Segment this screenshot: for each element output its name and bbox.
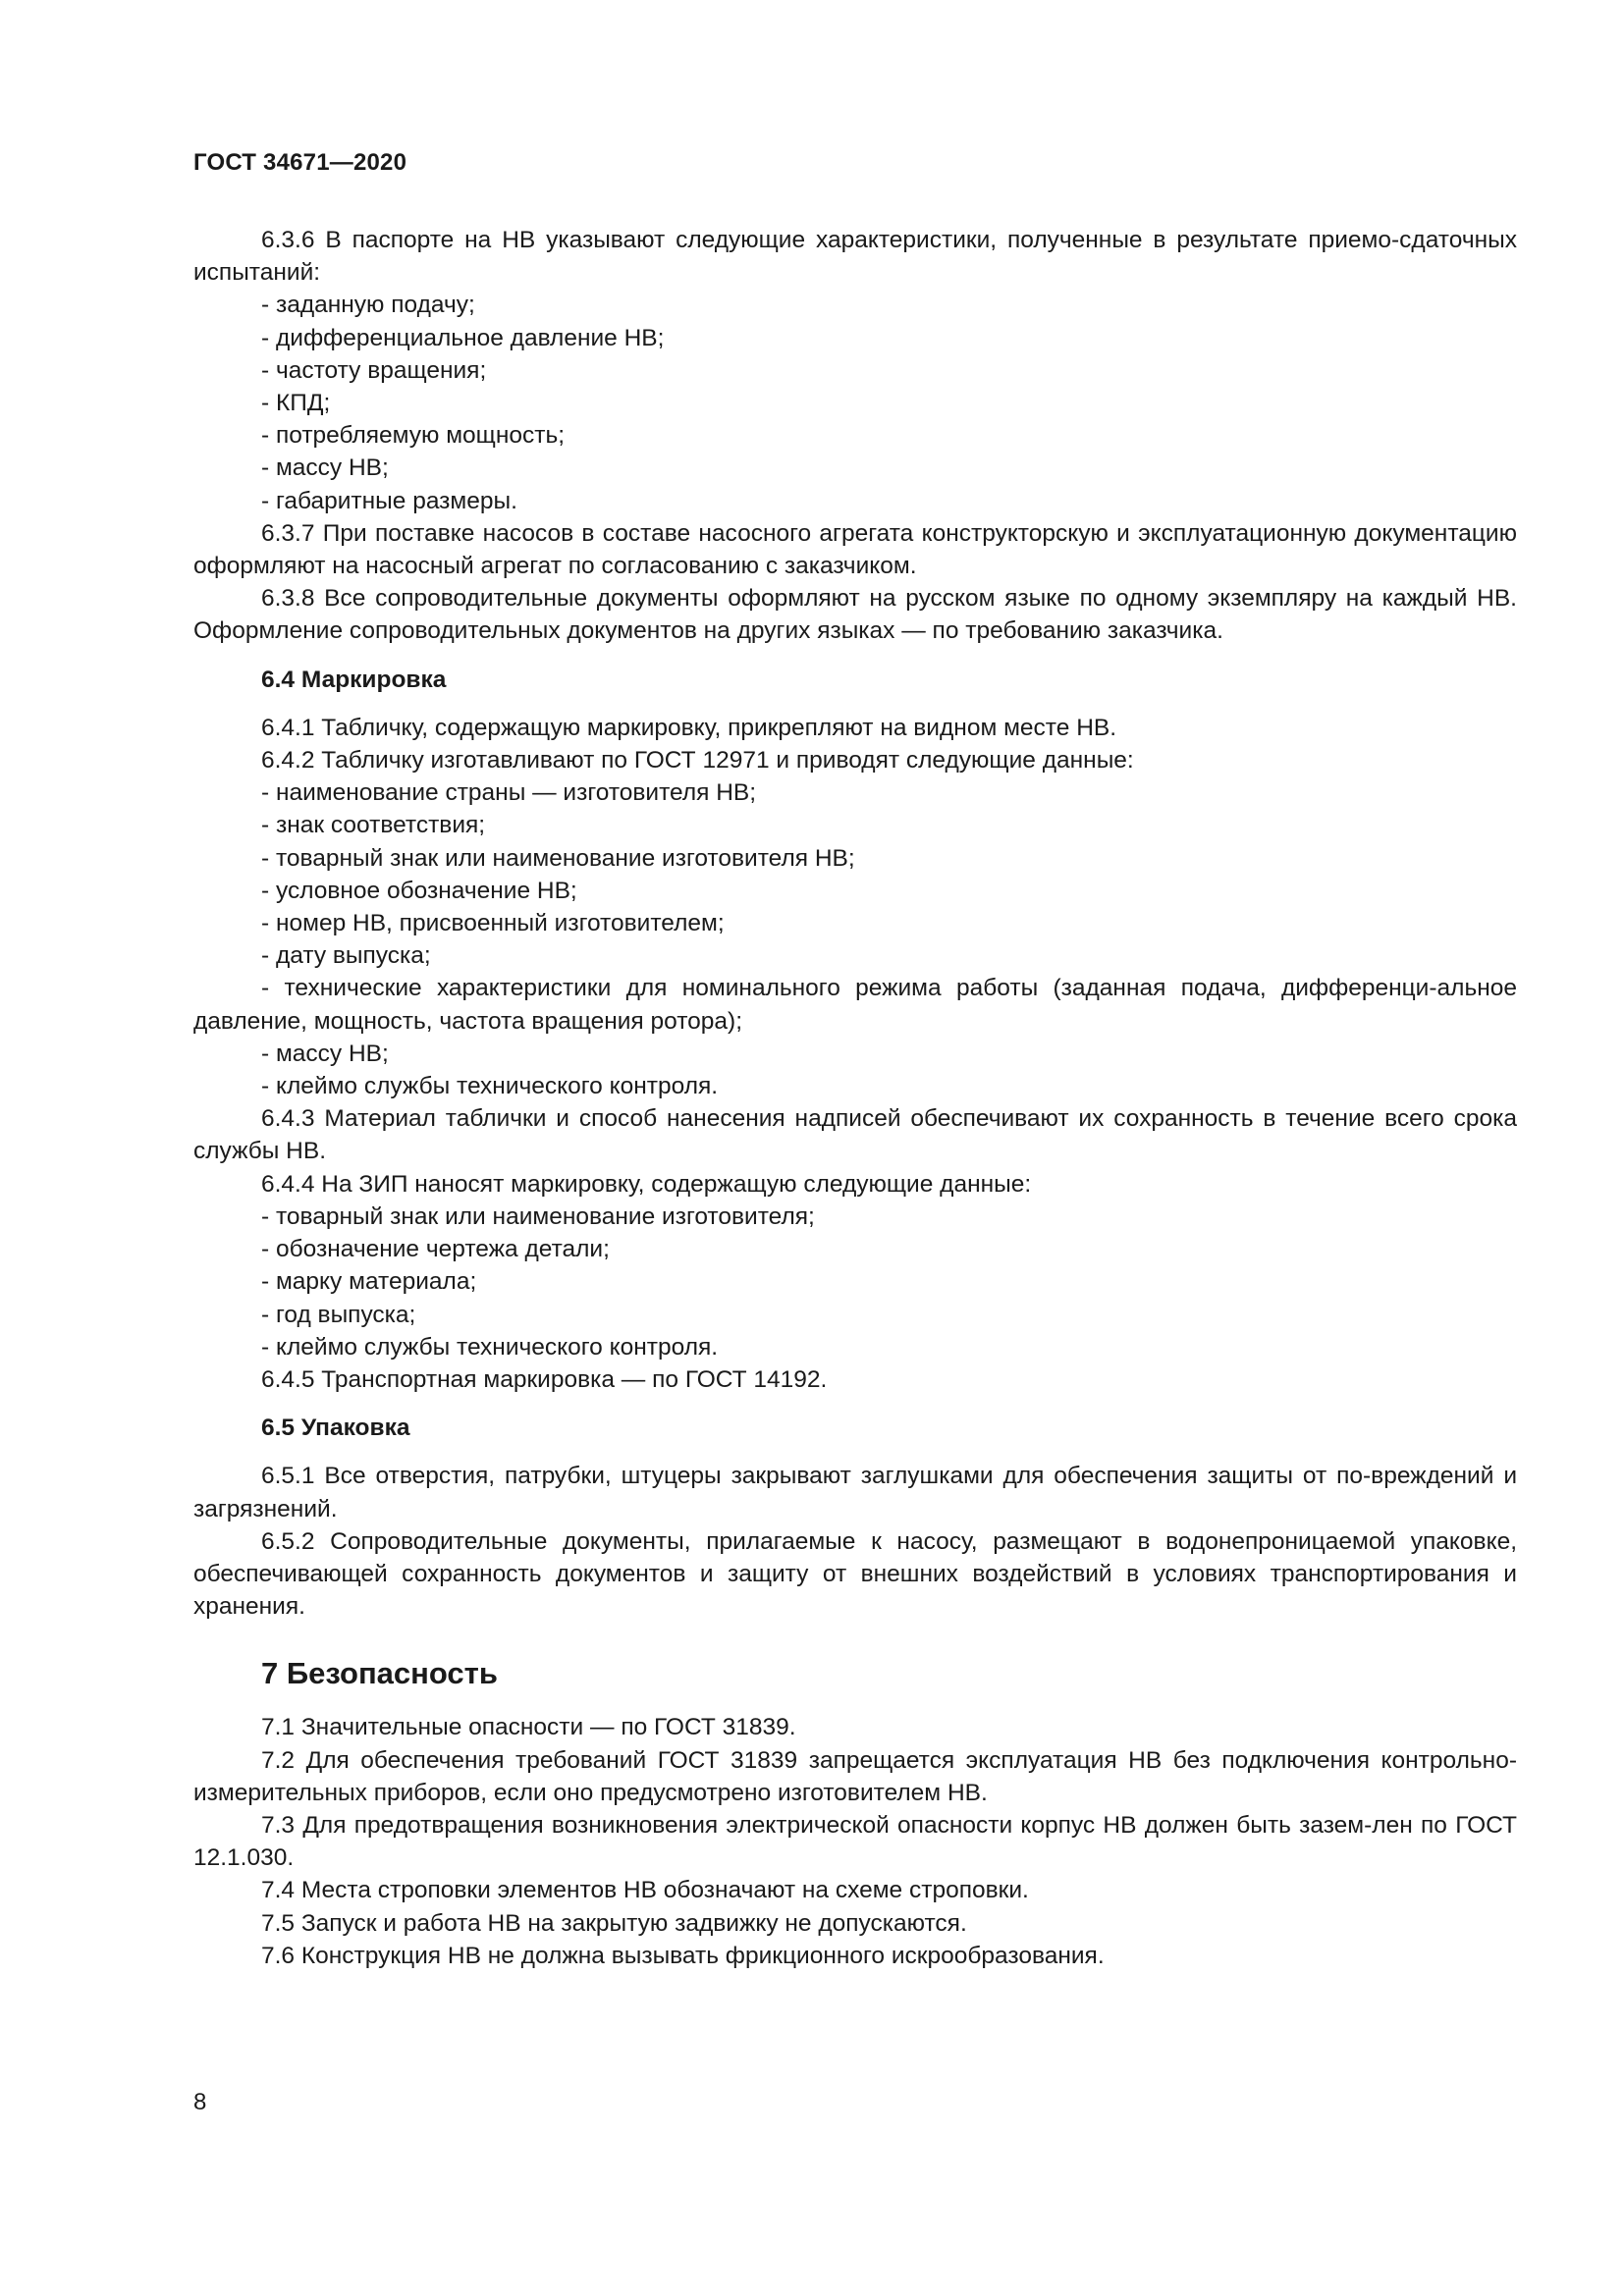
- list-item: - клеймо службы технического контроля.: [261, 1073, 719, 1100]
- paragraph-6-4-3: 6.4.3 Материал таблички и способ нанесения надписей обеспечивают их сохранность в течение всего срока службы НВ.: [193, 1105, 1517, 1165]
- paragraph-6-4-2: 6.4.2 Табличку изготавливают по ГОСТ 12971 и приводят следующие данные:: [261, 747, 1134, 774]
- list-item: - массу НВ;: [261, 1040, 389, 1067]
- paragraph-6-4-1: 6.4.1 Табличку, содержащую маркировку, прикрепляют на видном месте НВ.: [261, 714, 1117, 741]
- paragraph-7-3: 7.3 Для предотвращения возникновения электрической опасности корпус НВ должен быть зазем-лен по ГОСТ 12.1.030.: [193, 1811, 1517, 1872]
- list-item: - товарный знак или наименование изготовителя;: [261, 1202, 815, 1230]
- list-item: - КПД;: [261, 390, 331, 417]
- list-item: - обозначение чертежа детали;: [261, 1236, 610, 1263]
- paragraph-6-5-1: 6.5.1 Все отверстия, патрубки, штуцеры закрывают заглушками для обеспечения защиты от по-вреждений и загрязнений.: [193, 1463, 1517, 1522]
- list-item: - год выпуска;: [261, 1301, 416, 1328]
- paragraph-6-4-4: 6.4.4 На ЗИП наносят маркировку, содержащую следующие данные:: [261, 1170, 1032, 1198]
- paragraph-7-1: 7.1 Значительные опасности — по ГОСТ 31839.: [261, 1714, 796, 1741]
- paragraph-7-2: 7.2 Для обеспечения требований ГОСТ 31839 запрещается эксплуатация НВ без подключения контрольно-измерительных приборов, если оно предусмотрено изготовителем НВ.: [193, 1746, 1517, 1806]
- list-item: - клеймо службы технического контроля.: [261, 1333, 719, 1361]
- list-item: - габаритные размеры.: [261, 487, 517, 514]
- paragraph-7-6: 7.6 Конструкция НВ не должна вызывать фрикционного искрообразования.: [261, 1942, 1105, 1969]
- paragraph-6-3-8: 6.3.8 Все сопроводительные документы оформляют на русском языке по одному экземпляру на каждый НВ. Оформление сопроводительных документов на других языках — по требованию заказчика.: [193, 585, 1517, 645]
- list-item: - потребляемую мощность;: [261, 422, 566, 450]
- paragraph-6-3-7: 6.3.7 При поставке насосов в составе насосного агрегата конструкторскую и эксплуатационную документацию оформляют на насосный агрегат по согласованию с заказчиком.: [193, 519, 1517, 580]
- list-item: - массу НВ;: [261, 454, 389, 482]
- list-item: - частоту вращения;: [261, 356, 487, 384]
- subsection-heading-6-4: 6.4 Маркировка: [261, 666, 447, 693]
- paragraph-7-4: 7.4 Места строповки элементов НВ обозначают на схеме строповки.: [261, 1877, 1029, 1904]
- list-item-long: - технические характеристики для номинального режима работы (заданная подача, дифференци-альное давление, мощность, частота вращения ротора);: [193, 975, 1517, 1035]
- list-item: - знак соответствия;: [261, 812, 486, 839]
- list-item: - дифференциальное давление НВ;: [261, 324, 665, 351]
- section-heading-7: 7 Безопасность: [261, 1656, 498, 1691]
- paragraph-6-4-5: 6.4.5 Транспортная маркировка — по ГОСТ 14192.: [261, 1365, 828, 1393]
- document-header: ГОСТ 34671—2020: [193, 149, 407, 176]
- list-item: - марку материала;: [261, 1268, 477, 1296]
- paragraph-7-5: 7.5 Запуск и работа НВ на закрытую задвижку не допускаются.: [261, 1909, 967, 1937]
- list-item: - заданную подачу;: [261, 292, 475, 319]
- document-body: [193, 224, 1517, 1972]
- list-item: - наименование страны — изготовителя НВ;: [261, 779, 757, 807]
- list-item: - дату выпуска;: [261, 942, 431, 970]
- paragraph-6-3-6: 6.3.6 В паспорте на НВ указывают следующие характеристики, полученные в результате приемо-сдаточных испытаний:: [193, 227, 1517, 287]
- list-item: - номер НВ, присвоенный изготовителем;: [261, 910, 725, 937]
- list-item: - товарный знак или наименование изготовителя НВ;: [261, 844, 855, 872]
- paragraph-6-5-2: 6.5.2 Сопроводительные документы, прилагаемые к насосу, размещают в водонепроницаемой упаковке, обеспечивающей сохранность документов и защиту от внешних воздействий в условиях транспортирования и хранения.: [193, 1527, 1517, 1621]
- list-item: - условное обозначение НВ;: [261, 877, 577, 904]
- subsection-heading-6-5: 6.5 Упаковка: [261, 1415, 410, 1442]
- page-number: 8: [193, 2089, 207, 2115]
